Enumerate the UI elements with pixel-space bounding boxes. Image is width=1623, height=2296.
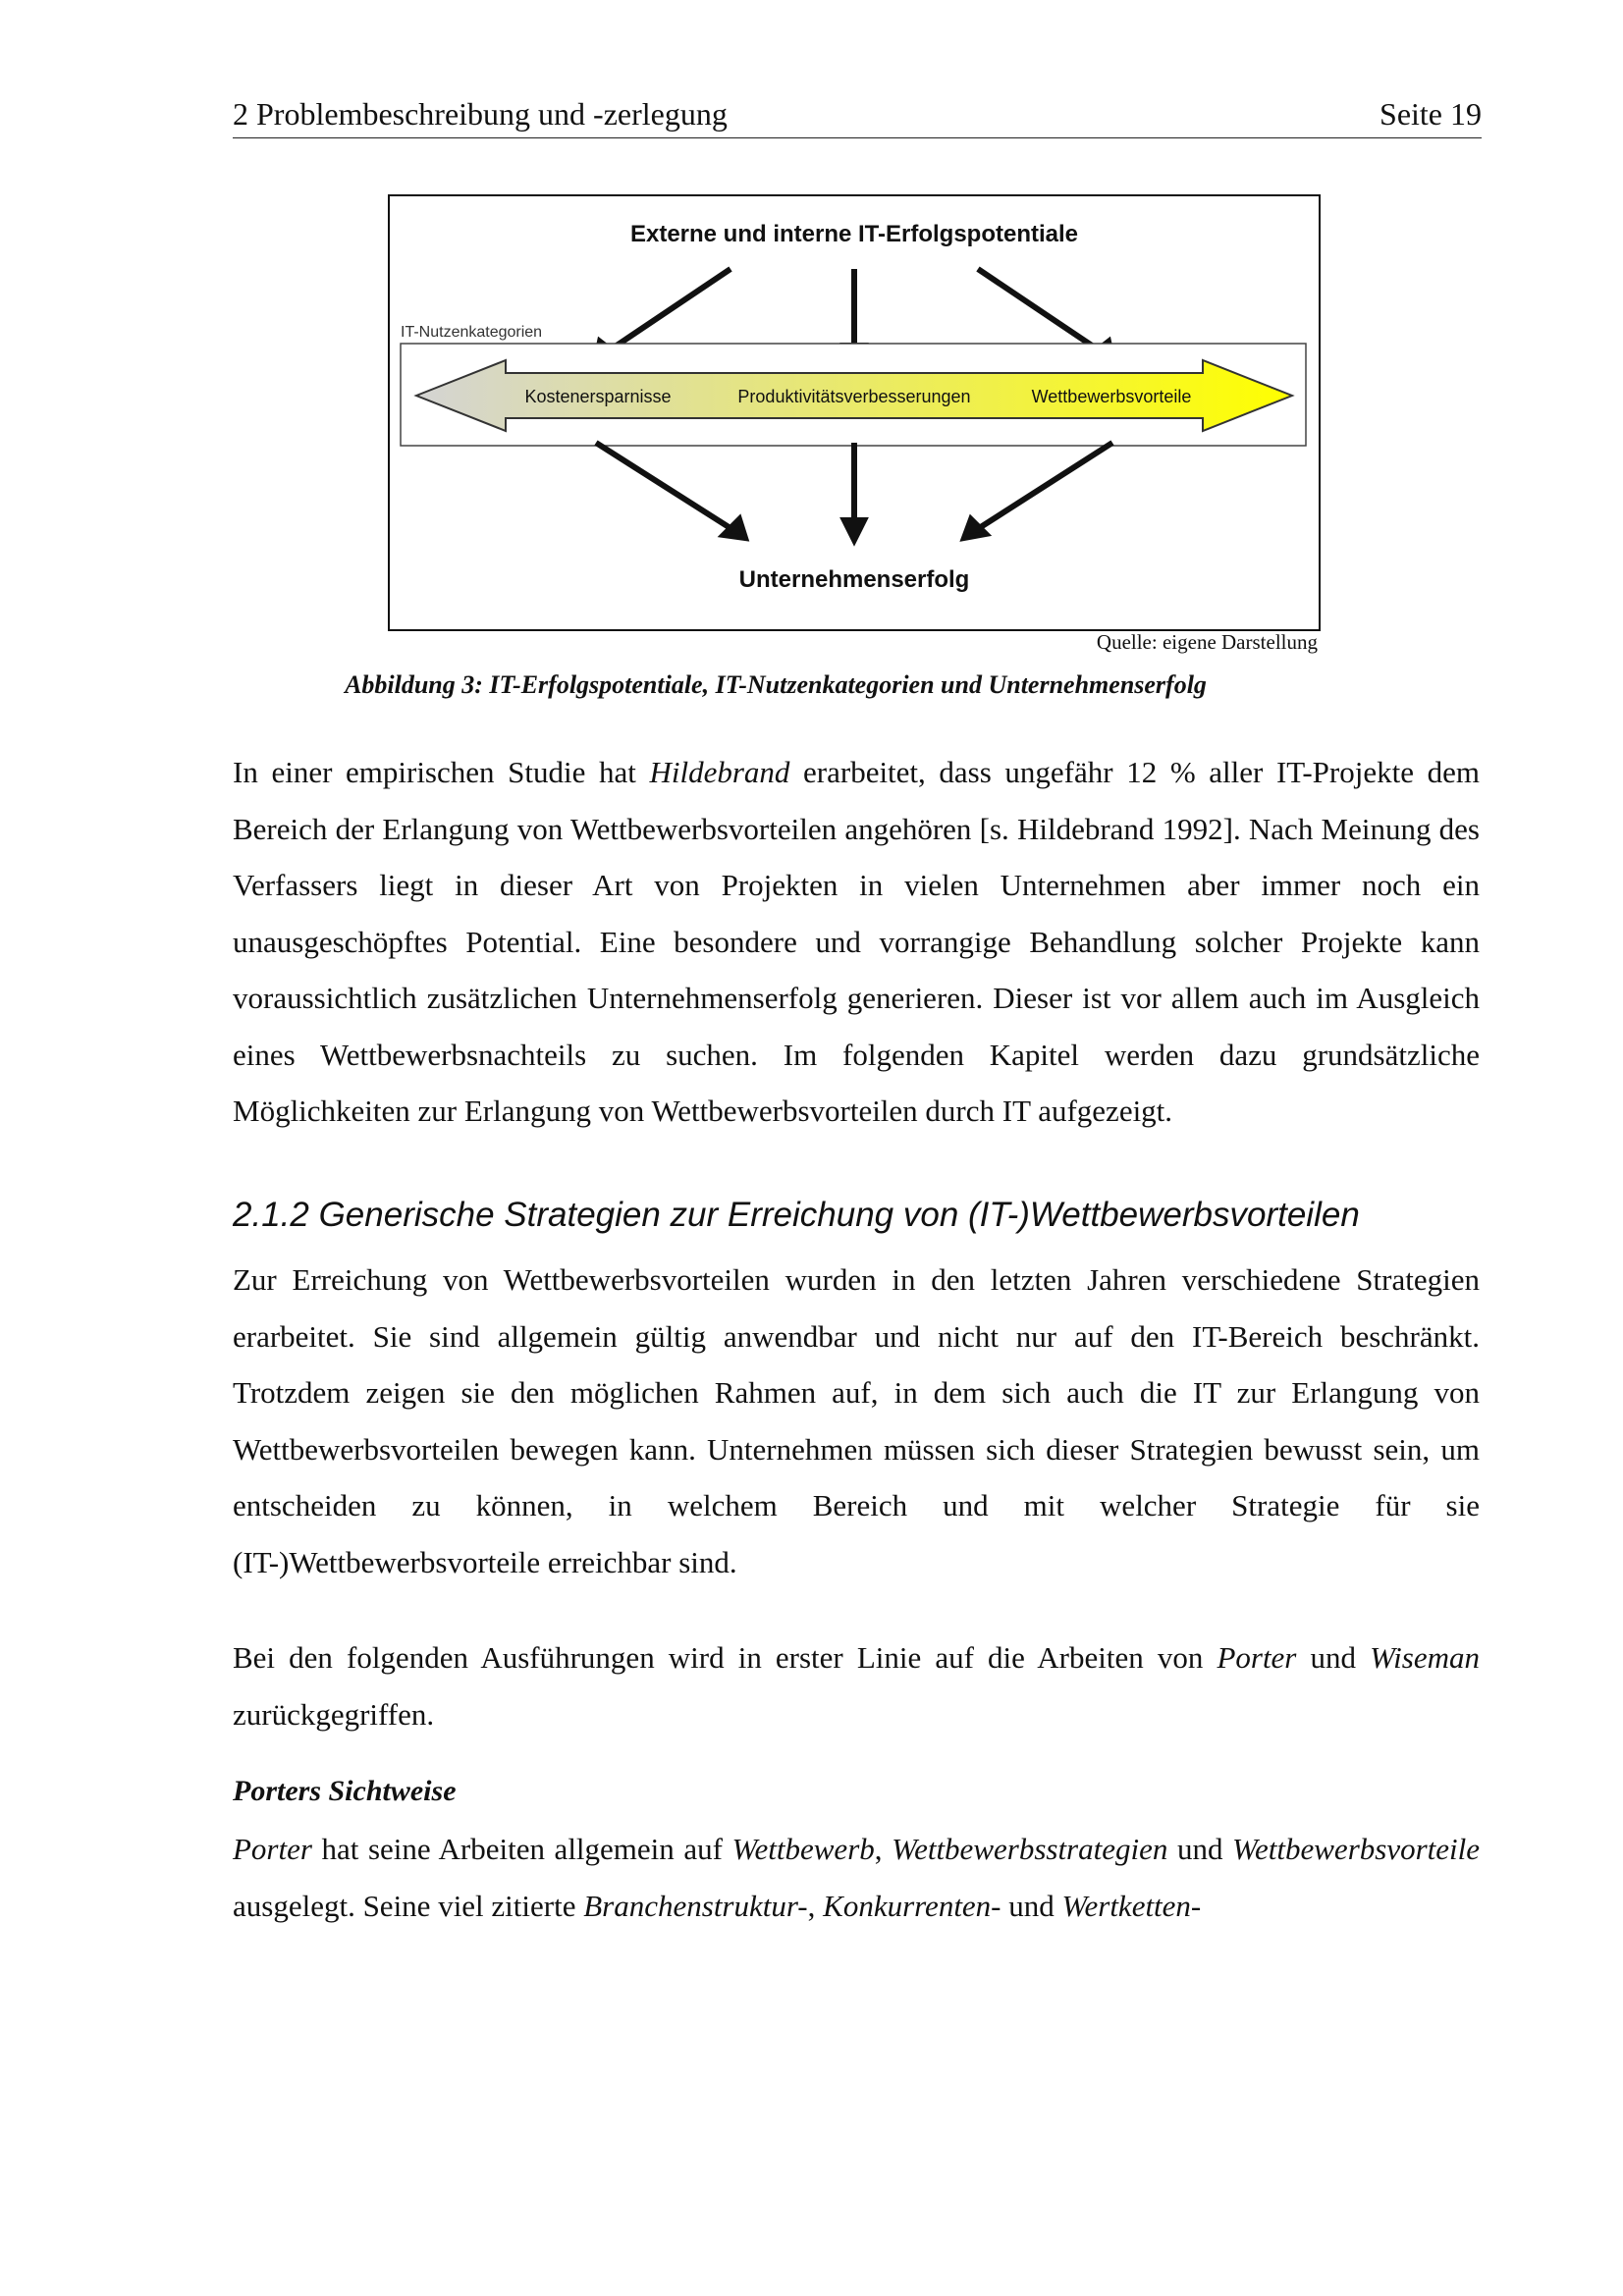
- diagram-canvas: [390, 196, 1319, 629]
- top-title: Externe und interne IT-Erfolgspotentiale: [629, 221, 1079, 247]
- para4-term-konkurrenten: Konkurrenten-: [823, 1888, 1001, 1923]
- paragraph-strategies: Zur Erreichung von Wettbewerbsvorteilen wurden in den letzten Jahren verschiedene Strategien erarbeitet. Sie sind allgemein gültig anwendbar und nicht nur auf den IT-Bereich beschränkt. Trotzdem zeigen sie den möglichen Rahmen auf, in dem sich auch die IT zur Erlangung von Wettbewerbsvorteilen bewegen kann. Unternehmen müssen sich dieser Strategien bewusst sein, um entscheiden zu können, in welchem Bereich und mit welcher Strategie für sie (IT-)Wettbewerbsvorteile erreichbar sind.: [233, 1262, 1480, 1579]
- para4-term-branche: Branchenstruktur-: [583, 1888, 808, 1923]
- category-competition: Wettbewerbsvorteile: [1031, 387, 1192, 406]
- para3-text-1: Bei den folgenden Ausführungen wird in erster Linie auf die Arbeiten von: [233, 1640, 1217, 1675]
- figure-source: Quelle: eigene Darstellung: [1096, 630, 1318, 654]
- bottom-title: Unternehmenserfolg: [738, 566, 970, 593]
- arrow-bottom-left-head: [724, 519, 745, 538]
- para3-text-2: und: [1296, 1640, 1371, 1675]
- arrow-bottom-middle-head: [844, 520, 864, 540]
- para4-term-vorteile: Wettbewerbsvorteile: [1232, 1832, 1480, 1866]
- page-header: [233, 96, 1482, 138]
- category-cost: Kostenersparnisse: [524, 387, 672, 406]
- para3-author-wiseman: Wiseman: [1370, 1640, 1480, 1675]
- arrow-bottom-right: [976, 443, 1112, 530]
- para4-text-6: und: [1001, 1888, 1062, 1923]
- para4-term-wettbewerb: Wettbewerb: [731, 1832, 875, 1866]
- para3-author-porter: Porter: [1217, 1640, 1297, 1675]
- para4-term-wertketten: Wertketten-: [1061, 1888, 1202, 1923]
- category-productivity: Produktivitätsverbesserungen: [737, 387, 971, 406]
- para1-author: Hildebrand: [649, 755, 790, 789]
- paragraph-porter-wiseman: [233, 1629, 1480, 1742]
- bottom-arrows: [596, 443, 1112, 540]
- box-label: IT-Nutzenkategorien: [401, 324, 543, 341]
- section-heading: 2.1.2 Generische Strategien zur Erreichung von (IT-)Wettbewerbsvorteilen: [233, 1196, 1360, 1234]
- subheading: Porters Sichtweise: [233, 1775, 457, 1807]
- para1-text-1: In einer empirischen Studie hat: [233, 755, 650, 789]
- figure-diagram: [388, 194, 1321, 631]
- paragraph-hildebrand: [233, 744, 1480, 1140]
- arrow-bottom-left: [596, 443, 733, 530]
- arrow-top-left: [608, 269, 730, 351]
- para4-text-5: ,: [807, 1888, 824, 1923]
- para4-text-1: hat seine Arbeiten allgemein auf: [311, 1832, 732, 1866]
- para4-text-4: ausgelegt. Seine viel zitierte: [233, 1888, 584, 1923]
- page-number: Seite 19: [1380, 96, 1482, 132]
- para3-text-3: zurückgegriffen.: [233, 1696, 435, 1732]
- para4-text-3: und: [1167, 1832, 1233, 1866]
- paragraph-porter-view: [233, 1821, 1480, 1934]
- para1-text-2: erarbeitet, dass ungefähr 12 % aller IT-Projekte dem Bereich der Erlangung von Wettbewerbsvorteilen angehören [s. Hildebrand 1992]. Nach Meinung des Verfassers liegt in dieser Art von Projekten in vielen Unternehmen aber immer noch ein unausgeschöpftes Potential. Eine besondere und vorrangige Behandlung solcher Projekte kann voraussichtlich zusätzlichen Unternehmenserfolg generieren. Dieser ist vor allem auch im Ausgleich eines Wettbewerbsnachteils zu suchen. Im folgenden Kapitel werden dazu grundsätzliche Möglichkeiten zur Erlangung von Wettbewerbsvorteilen durch IT aufgezeigt.: [233, 755, 1480, 1128]
- para4-term-strategien: Wettbewerbsstrategien: [892, 1832, 1168, 1866]
- arrow-top-right: [978, 269, 1101, 351]
- para4-text-2: ,: [874, 1832, 893, 1866]
- figure-caption: Abbildung 3: IT-Erfolgspotentiale, IT-Nutzenkategorien und Unternehmenserfolg: [345, 670, 1207, 699]
- chapter-title: 2 Problembeschreibung und -zerlegung: [233, 96, 728, 132]
- arrow-bottom-right-head: [964, 519, 986, 538]
- para4-porter: Porter: [233, 1832, 312, 1866]
